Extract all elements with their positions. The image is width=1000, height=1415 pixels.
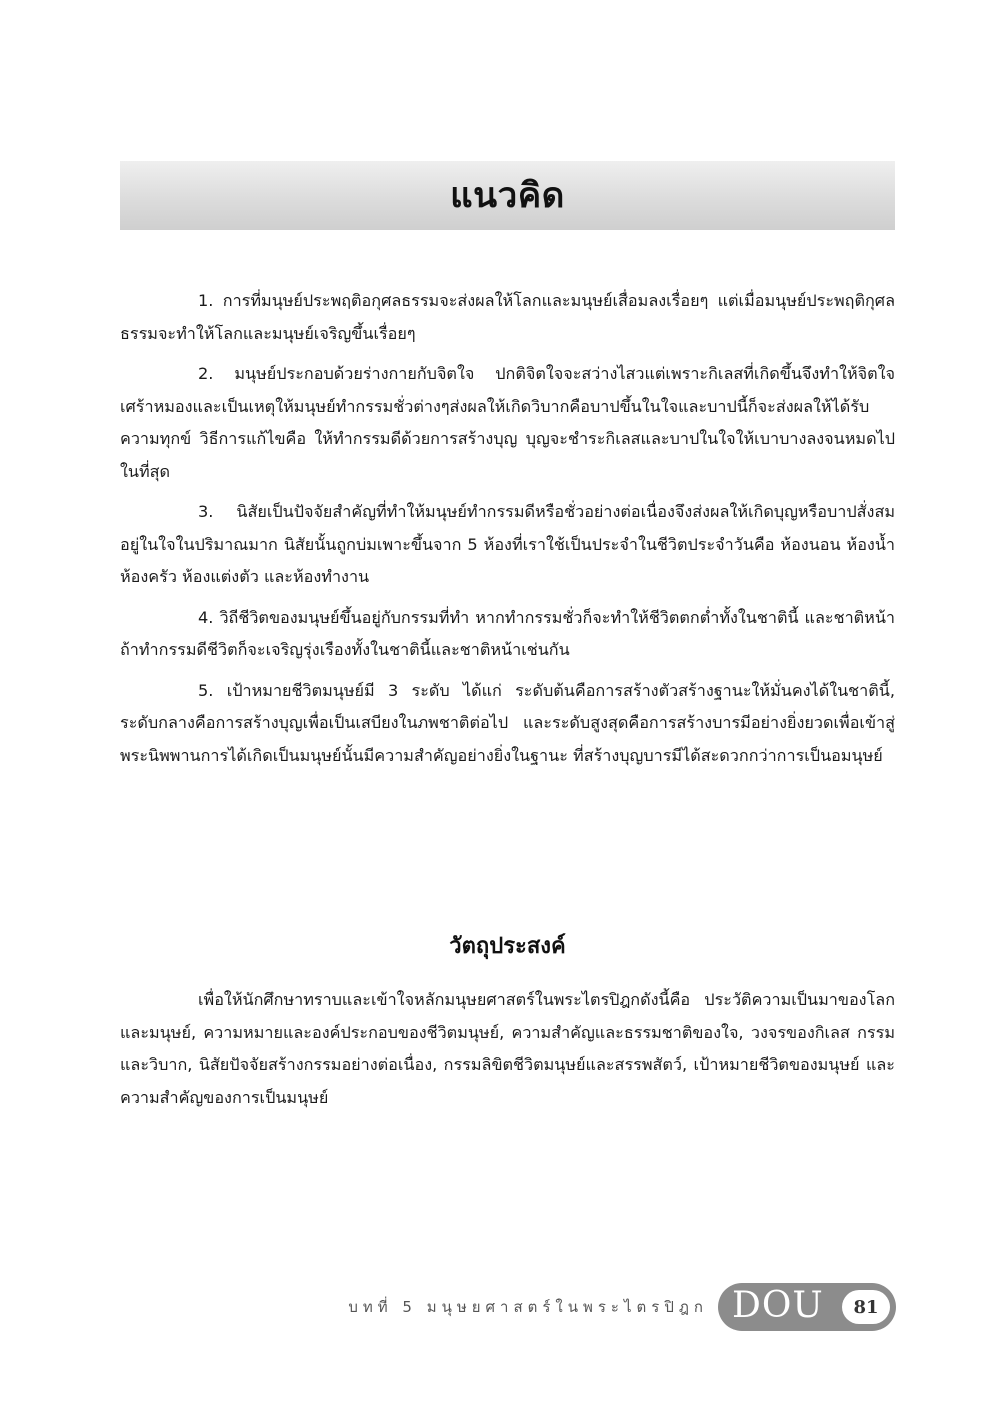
page-number-pill xyxy=(842,1290,890,1324)
dou-badge xyxy=(718,1283,896,1331)
concept-paragraph-4: 4. วิถีชีวิตของมนุษย์ขึ้นอยู่กับกรรมที่ทำ หากทำกรรมชั่วก็จะทำให้ชีวิตตกต่ำทั้งในชาตินี้ และชาติหน้า ถ้าทำกรรมดีชีวิตก็จะเจริญรุ่งเรืองทั้งในชาตินี้และชาติหน้าเช่นกัน xyxy=(120,607,895,659)
dou-logo: DOU xyxy=(732,1285,824,1326)
concept-paragraph-3: 3. นิสัยเป็นปัจจัยสำคัญที่ทำให้มนุษย์ทำกรรมดีหรือชั่วอย่างต่อเนื่องจึงส่งผลให้เกิดบุญหรือบาปสั่งสมอยู่ในใจในปริมาณมาก นิสัยนั้นถูกบ่มเพาะขึ้นจาก 5 ห้องที่เราใช้เป็นประจำในชีวิตประจำวันคือ ห้องนอน ห้องน้ำ ห้องครัว ห้องแต่งตัว และห้องทำงาน xyxy=(120,502,895,586)
objective-title: วัตถุประสงค์ xyxy=(449,934,566,959)
concept-paragraph-5: 5. เป้าหมายชีวิตมนุษย์มี 3 ระดับ ได้แก่ ระดับต้นคือการสร้างตัวสร้างฐานะให้มั่นคงได้ในชาตินี้, ระดับกลางคือการสร้างบุญเพื่อเป็นเสบียงในภพชาติต่อไป และระดับสูงสุดคือการสร้างบารมีอย่างยิ่งยวดเพื่อเข้าสู่พระนิพพานการได้เกิดเป็นมนุษย์นั้นมีความสำคัญอย่างยิ่งในฐานะ ที่สร้างบุญบารมีได้สะดวกกว่าการเป็นอมนุษย์ xyxy=(120,680,895,765)
concept-header-band xyxy=(120,161,895,230)
concept-paragraph-1: 1. การที่มนุษย์ประพฤติอกุศลธรรมจะส่งผลให้โลกและมนุษย์เสื่อมลงเรื่อยๆ แต่เมื่อมนุษย์ประพฤติกุศลธรรมจะทำให้โลกและมนุษย์เจริญขึ้นเรื่อยๆ xyxy=(120,291,895,343)
chapter-label: บทที่ 5 มนุษยศาสตร์ในพระไตรปิฎก xyxy=(348,1298,708,1316)
concept-paragraph-2: 2. มนุษย์ประกอบด้วยร่างกายกับจิตใจ ปกติจิตใจจะสว่างไสวแต่เพราะกิเลสที่เกิดขึ้นจึงทำให้จิตใจเศร้าหมองและเป็นเหตุให้มนุษย์ทำกรรมชั่วต่างๆส่งผลให้เกิดวิบากคือบาปขึ้นในใจและบาปนี้ก็จะส่งผลให้ได้รับความทุกข์ วิธีการแก้ไขคือ ให้ทำกรรมดีด้วยการสร้างบุญ บุญจะชำระกิเลสและบาปในใจให้เบาบางลงจนหมดไปในที่สุด xyxy=(120,364,895,481)
objective-paragraph: เพื่อให้นักศึกษาทราบและเข้าใจหลักมนุษยศาสตร์ในพระไตรปิฎกดังนี้คือ ประวัติความเป็นมาของโลกและมนุษย์, ความหมายและองค์ประกอบของชีวิตมนุษย์, ความสำคัญและธรรมชาติของใจ, วงจรของกิเลส กรรมและวิบาก, นิสัยปัจจัยสร้างกรรมอย่างต่อเนื่อง, กรรมลิขิตชีวิตมนุษย์และสรรพสัตว์, เป้าหมายชีวิตของมนุษย์ และความสำคัญของการเป็นมนุษย์ xyxy=(120,990,895,1107)
page-number: 81 xyxy=(853,1296,879,1318)
concept-title: แนวคิด xyxy=(450,176,565,216)
page-footer xyxy=(300,1283,896,1331)
objective-section xyxy=(120,984,895,1114)
concept-list xyxy=(120,285,895,780)
